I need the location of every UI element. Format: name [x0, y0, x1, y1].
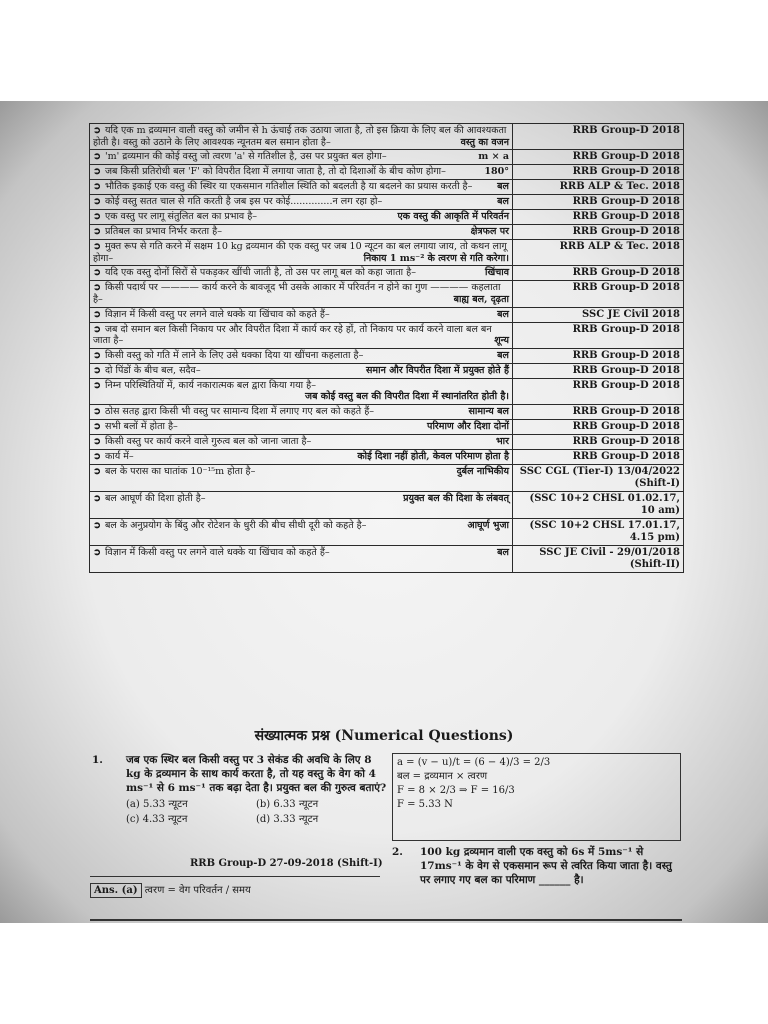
qa-row [90, 266, 684, 281]
source-cell: RRB ALP & Tec. 2018 [513, 180, 684, 195]
arrow-bullet-icon: ➲ [93, 492, 101, 504]
answer-text: प्रयुक्त बल की दिशा के लंबवत् [403, 492, 509, 504]
arrow-bullet-icon: ➲ [93, 379, 101, 391]
answer-text: बाह्य बल, दृढ़ता [453, 293, 509, 305]
arrow-bullet-icon: ➲ [93, 405, 101, 417]
qa-row [90, 434, 684, 449]
qa-row [90, 404, 684, 419]
answer-text: एक वस्तु की आकृति में परिवर्तन [397, 211, 509, 223]
source-cell: RRB Group-D 2018 [513, 266, 684, 281]
source-cell: RRB Group-D 2018 [513, 195, 684, 210]
qa-row [90, 449, 684, 464]
question-cell [90, 518, 513, 545]
question-text: निम्न परिस्थितियों में, कार्य नकारात्मक बल द्वारा किया गया है– [104, 379, 316, 391]
question-cell [90, 281, 513, 307]
question-cell [90, 363, 513, 378]
question-text: मुक्त रूप से गति करने में सक्षम 10 kg द्रव्यमान की एक वस्तु पर जब 10 न्यूटन का बल लगाया जाय, तो कथन लागू होगा– [93, 241, 507, 264]
qa-row [90, 165, 684, 180]
qa-row [90, 307, 684, 322]
solution-line: a = (v − u)/t = (6 − 4)/3 = 2/3 [397, 757, 551, 768]
question-text: जब एक स्थिर बल किसी वस्तु पर 3 सेकंड की अवधि के लिए 8 kg के द्रव्यमान के साथ कार्य करता है, तो यह वस्तु के वेग को 4 ms⁻¹ से 6 ms⁻¹ तक बढ़ा देता है। प्रयुक्त बल की गुरुत्व बताएं? [126, 754, 387, 794]
arrow-bullet-icon: ➲ [93, 151, 101, 163]
source-cell: SSC JE Civil 2018 [513, 307, 684, 322]
question-text: कार्य में– [104, 450, 134, 462]
answer-text: खिंचाव [484, 267, 509, 279]
source-cell: RRB Group-D 2018 [513, 363, 684, 378]
answer-text: बल [497, 546, 509, 558]
arrow-bullet-icon: ➲ [93, 420, 101, 432]
arrow-bullet-icon: ➲ [93, 181, 101, 193]
question-number: 1. [92, 754, 103, 766]
qa-row [90, 281, 684, 307]
qa-row [90, 225, 684, 240]
question-cell [90, 419, 513, 434]
answer-text: क्षेत्रफल पर [470, 226, 509, 238]
qa-row [90, 240, 684, 266]
question-text: प्रतिबल का प्रभाव निर्भर करता है– [104, 226, 222, 238]
answer-text: बल [497, 308, 509, 320]
source-cell: RRB Group-D 2018 [513, 150, 684, 165]
source-cell: RRB Group-D 2018 [513, 378, 684, 404]
qa-table [89, 123, 684, 573]
question-text: यदि एक वस्तु दोनों सिरों से पकड़कर खींची जाती है, तो उस पर लागू बल को कहा जाता है– [104, 267, 416, 279]
qa-row [90, 419, 684, 434]
question-text: 'm' द्रव्यमान की कोई वस्तु जो त्वरण 'a' से गतिशील है, उस पर प्रयुक्त बल होगा– [104, 151, 387, 163]
options [126, 797, 388, 827]
arrow-bullet-icon: ➲ [93, 267, 101, 279]
question-cell [90, 491, 513, 518]
source-cell: RRB Group-D 2018 [513, 449, 684, 464]
solution-line: बल = द्रव्यमान × त्वरण [397, 771, 488, 782]
question-text: भौतिक इकाई एक वस्तु की स्थिर या एकसमान गतिशील स्थिति को बदलती है या बदलने का प्रयास करती है– [104, 181, 473, 193]
answer-label: Ans. (a) [90, 883, 142, 898]
arrow-bullet-icon: ➲ [93, 323, 101, 335]
answer-text: बल [497, 181, 509, 193]
qa-row [90, 150, 684, 165]
question-cell [90, 195, 513, 210]
answer-text: आघूर्ण भुजा [467, 519, 509, 531]
qa-row [90, 322, 684, 348]
question-text: 100 kg द्रव्यमान वाली एक वस्तु को 6s में 5ms⁻¹ से 17ms⁻¹ के वेग से एकसमान रूप से त्वरित किया जाता है। वस्तु पर लगाए गए बल का परिमाण ______ है। [420, 846, 672, 886]
question-source: RRB Group-D 27-09-2018 (Shift-I) [190, 858, 383, 869]
answer-text: शून्य [494, 335, 509, 347]
question-1 [92, 753, 388, 827]
source-cell: SSC CGL (Tier-I) 13/04/2022 (Shift-I) [513, 464, 684, 491]
answer-text: बल [497, 196, 509, 208]
option-d: (d) 3.33 न्यूटन [256, 814, 319, 825]
answer-box [90, 876, 380, 917]
answer-text: m × a [478, 151, 509, 163]
answer-text: सामान्य बल [468, 405, 509, 417]
source-cell: RRB Group-D 2018 [513, 281, 684, 307]
arrow-bullet-icon: ➲ [93, 241, 101, 253]
source-cell: SSC JE Civil - 29/01/2018 (Shift-II) [513, 545, 684, 572]
question-cell [90, 210, 513, 225]
question-cell [90, 124, 513, 150]
answer-text: समान और विपरीत दिशा में प्रयुक्त होते हैं [366, 364, 509, 376]
qa-row [90, 518, 684, 545]
source-cell: RRB ALP & Tec. 2018 [513, 240, 684, 266]
answer-text: बल [497, 349, 509, 361]
question-text: जब दो समान बल किसी निकाय पर और विपरीत दिशा में कार्य कर रहे हों, तो निकाय पर कार्य करने वाला बल बन जाता है– [93, 323, 492, 347]
arrow-bullet-icon: ➲ [93, 546, 101, 558]
answer-text: परिमाण और दिशा दोनों [427, 420, 509, 432]
question-cell [90, 225, 513, 240]
qa-row [90, 491, 684, 518]
question-text: जब किसी प्रतिरोधी बल 'F' को विपरीत दिशा में लगाया जाता है, तो दो दिशाओं के बीच कोण होगा– [104, 166, 446, 178]
source-cell: RRB Group-D 2018 [513, 434, 684, 449]
qa-row [90, 378, 684, 404]
answer-text: त्वरण = वेग परिवर्तन / समय [144, 885, 251, 896]
question-text: बल आघूर्ण की दिशा होती है– [104, 492, 206, 504]
arrow-bullet-icon: ➲ [93, 282, 101, 294]
solution-box [392, 753, 681, 841]
question-2 [392, 845, 682, 887]
source-cell: (SSC 10+2 CHSL 01.02.17, 10 am) [513, 491, 684, 518]
source-cell: RRB Group-D 2018 [513, 348, 684, 363]
question-cell [90, 434, 513, 449]
qa-row [90, 180, 684, 195]
answer-text: 180° [484, 166, 509, 178]
question-text: दो पिंडों के बीच बल, सदैव– [104, 364, 201, 376]
source-cell: RRB Group-D 2018 [513, 124, 684, 150]
source-cell: RRB Group-D 2018 [513, 210, 684, 225]
bottom-rule [90, 919, 682, 921]
question-text: किसी पदार्थ पर ———— कार्य करने के बावजूद भी उसके आकार में परिवर्तन न होने का गुण ———— कहलाता है– [93, 282, 501, 305]
question-text: एक वस्तु पर लागू संतुलित बल का प्रभाव है– [104, 211, 257, 223]
qa-row [90, 348, 684, 363]
question-text: सभी बलों में होता है– [104, 420, 178, 432]
question-cell [90, 150, 513, 165]
question-text: विज्ञान में किसी वस्तु पर लगने वाले धक्के या खिंचाव को कहते हैं– [104, 308, 330, 320]
qa-row [90, 195, 684, 210]
source-cell: RRB Group-D 2018 [513, 404, 684, 419]
arrow-bullet-icon: ➲ [93, 349, 101, 361]
source-cell: (SSC 10+2 CHSL 17.01.17, 4.15 pm) [513, 518, 684, 545]
question-cell [90, 404, 513, 419]
question-cell [90, 266, 513, 281]
answer-text: निकाय 1 ms⁻² के त्वरण से गति करेगा। [363, 252, 509, 264]
question-cell [90, 322, 513, 348]
solution-line: F = 5.33 N [397, 799, 453, 810]
question-number: 2. [392, 846, 403, 858]
answer-text: कोई दिशा नहीं होती, केवल परिमाण होता है [357, 450, 509, 462]
question-cell [90, 378, 513, 404]
answer-text: भार [495, 435, 509, 447]
arrow-bullet-icon: ➲ [93, 166, 101, 178]
scanned-page [0, 101, 768, 923]
question-cell [90, 180, 513, 195]
question-text: ठोस सतह द्वारा किसी भी वस्तु पर सामान्य दिशा में लगाए गए बल को कहते हैं– [104, 405, 374, 417]
question-text: किसी वस्तु को गति में लाने के लिए उसे धक्का दिया या खींचना कहलाता है– [104, 349, 364, 361]
arrow-bullet-icon: ➲ [93, 211, 101, 223]
section-title: संख्यात्मक प्रश्न (Numerical Questions) [254, 728, 514, 744]
arrow-bullet-icon: ➲ [93, 435, 101, 447]
qa-row [90, 363, 684, 378]
arrow-bullet-icon: ➲ [93, 465, 101, 477]
question-text: किसी वस्तु पर कार्य करने वाले गुरुत्व बल को जाना जाता है– [104, 435, 312, 447]
option-c: (c) 4.33 न्यूटन [126, 814, 188, 825]
arrow-bullet-icon: ➲ [93, 125, 101, 136]
question-cell [90, 449, 513, 464]
question-text: विज्ञान में किसी वस्तु पर लगने वाले धक्के या खिंचाव को कहते हैं– [104, 546, 330, 558]
arrow-bullet-icon: ➲ [93, 196, 101, 208]
answer-text: जब कोई वस्तु बल की विपरीत दिशा में स्थानांतरित होती है। [305, 391, 509, 403]
arrow-bullet-icon: ➲ [93, 364, 101, 376]
question-cell [90, 464, 513, 491]
source-cell: RRB Group-D 2018 [513, 322, 684, 348]
qa-row [90, 210, 684, 225]
question-cell [90, 165, 513, 180]
qa-row [90, 124, 684, 150]
qa-row [90, 464, 684, 491]
source-cell: RRB Group-D 2018 [513, 225, 684, 240]
arrow-bullet-icon: ➲ [93, 226, 101, 238]
question-text: बल के परास का घातांक 10⁻¹⁵m होता है– [104, 465, 256, 477]
solution-line: F = 8 × 2/3 ⇒ F = 16/3 [397, 785, 515, 796]
answer-text: दुर्बल नाभिकीय [456, 465, 509, 477]
option-a: (a) 5.33 न्यूटन [126, 799, 188, 810]
qa-row [90, 545, 684, 572]
source-cell: RRB Group-D 2018 [513, 419, 684, 434]
option-b: (b) 6.33 न्यूटन [256, 799, 319, 810]
question-cell [90, 307, 513, 322]
arrow-bullet-icon: ➲ [93, 308, 101, 320]
arrow-bullet-icon: ➲ [93, 450, 101, 462]
arrow-bullet-icon: ➲ [93, 519, 101, 531]
answer-text: वस्तु का वजन [460, 136, 509, 148]
question-text: यदि एक m द्रव्यमान वाली वस्तु को जमीन से h ऊंचाई तक उठाया जाता है, तो इस क्रिया के लिए बल की आवश्यकता होती है। वस्तु को उठाने के लिए आवश्यक न्यूनतम बल समान होता है– [93, 125, 507, 148]
question-text: कोई वस्तु सतत चाल से गति करती है जब इस पर कोई..............न लग रहा हो– [104, 196, 383, 208]
source-cell: RRB Group-D 2018 [513, 165, 684, 180]
question-text: बल के अनुप्रयोग के बिंदु और रोटेशन के धुरी की बीच सीधी दूरी को कहते है– [104, 519, 367, 531]
question-cell [90, 545, 513, 572]
question-cell [90, 240, 513, 266]
question-cell [90, 348, 513, 363]
